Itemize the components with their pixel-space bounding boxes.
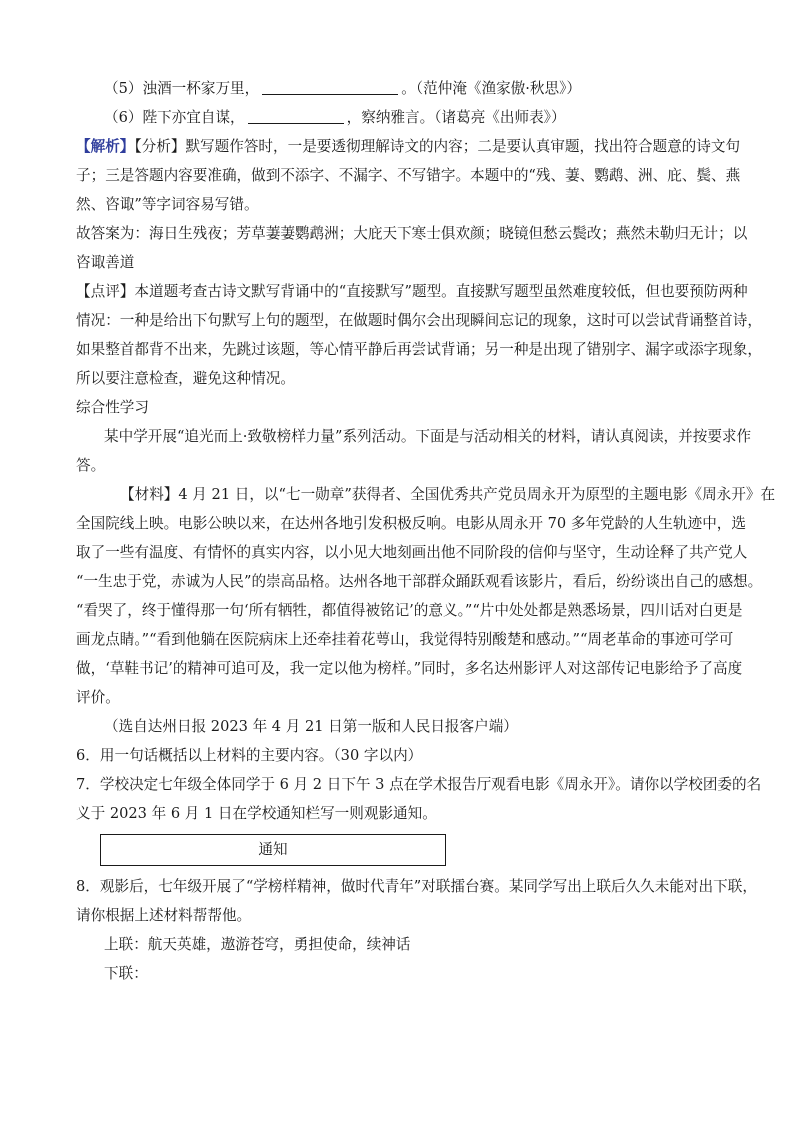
comment-line-1: 【点评】本道题考查古诗文默写背诵中的“直接默写”题型。直接默写题型虽然难度较低，但也要预防两种 (76, 283, 748, 300)
comment-line-2: 情况：一种是给出下句默写上句的题型，在做题时偶尔会出现瞬间忘记的现象，这时可以尝试背诵整首诗， (76, 312, 762, 329)
material-line-7: 做，‘草鞋书记’的精神可追可及，我一定以他为榜样。”同时，多名达州影评人对这部传记电影给予了高度 (76, 660, 743, 677)
document-page (76, 74, 778, 988)
material-line-5: “看哭了，终于懂得那一句‘所有牺牲，都值得被铭记’的意义。”“片中处处都是熟悉场景，四川话对白更是 (76, 602, 743, 619)
section-intro-1: 某中学开展“追光而上·致敬榜样力量”系列活动。下面是与活动相关的材料，请认真阅读，并按要求作 (104, 428, 752, 445)
answer-line-1: 故答案为：海日生残夜；芳草萋萋鹦鹉洲；大庇天下寒士俱欢颜；晓镜但愁云鬓改；燕然未勒归无计；以 (76, 225, 748, 242)
q6-text-before: 陛下亦宜自谋， (142, 109, 245, 126)
q5-text-after: 。（范仲淹《渔家傲·秋思》） (401, 80, 582, 97)
section-intro-2: 答。 (76, 457, 106, 474)
material-line-8: 评价。 (76, 689, 120, 706)
poem-question-6 (76, 103, 778, 132)
q6-text-after: ，察纳雅言。（诸葛亮《出师表》） (346, 109, 566, 126)
analysis-line-2: 子；三是答题内容要准确，做到不添字、不漏字、不写错字。本题中的“残、萋、鹦鹉、洲、庇、鬓、燕 (76, 167, 741, 184)
q5-number: （5） (104, 80, 143, 97)
material-source: （选自达州日报 2023 年 4 月 21 日第一版和人民日报客户端） (104, 718, 518, 735)
notice-box-label: 通知 (258, 841, 288, 858)
analysis-line-3: 然、咨诹”等字词容易写错。 (76, 196, 259, 213)
couplet-upper: 上联：航天英雄，遨游苍穹，勇担使命，续神话 (104, 936, 411, 953)
material-line-1: 【材料】4 月 21 日，以“七一勋章”获得者、全国优秀共产党员周永开为原型的主题电影《周永开》在 (120, 486, 776, 503)
question-7-line-2: 义于 2023 年 6 月 1 日在学校通知栏写一则观影通知。 (76, 805, 437, 822)
material-line-2: 全国院线上映。电影公映以来，在达州各地引发积极反响。电影从周永开 70 多年党龄的人生轨迹中，选 (76, 515, 746, 532)
notice-answer-box[interactable] (100, 834, 446, 866)
question-8-line-1: 8．观影后，七年级开展了“学榜样精神，做时代青年”对联擂台赛。某同学写出上联后久久未能对出下联， (76, 878, 757, 895)
section-title: 综合性学习 (76, 399, 149, 416)
comment-line-3: 如果整首都背不出来，先跳过该题，等心情平静后再尝试背诵；另一种是出现了错别字、漏字或添字现象， (76, 341, 762, 358)
analysis-line-1 (76, 132, 778, 161)
couplet-lower[interactable]: 下联： (104, 965, 148, 982)
question-7-line-1: 7．学校决定七年级全体同学于 6 月 2 日下午 3 点在学术报告厅观看电影《周永开》。请你以学校团委的名 (76, 776, 762, 793)
question-8-line-2: 请你根据上述材料帮帮他。 (76, 907, 252, 924)
analysis-text-1: 【分析】默写题作答时，一是要透彻理解诗文的内容；二是要认真审题，找出符合题意的诗文句 (134, 138, 741, 155)
material-line-3: 取了一些有温度、有情怀的真实内容，以小见大地刻画出他不同阶段的信仰与坚守，生动诠释了共产党人 (76, 544, 748, 561)
analysis-tag: 【解析】 (76, 138, 135, 155)
answer-line-2: 咨诹善道 (76, 254, 135, 271)
question-6: 6．用一句话概括以上材料的主要内容。（30 字以内） (76, 747, 423, 764)
material-line-4: “一生忠于党，赤诚为人民”的崇高品格。达州各地干部群众踊跃观看该影片，看后，纷纷谈出自己的感想。 (76, 573, 763, 590)
comment-line-4: 所以要注意检查，避免这种情况。 (76, 370, 295, 387)
q6-answer-blank[interactable] (248, 107, 344, 124)
q5-text-before: 浊酒一杯家万里， (142, 80, 260, 97)
material-line-6: 画龙点睛。”“看到他躺在医院病床上还牵挂着花萼山，我觉得特别酸楚和感动。”“周老革命的事迹可学可 (76, 631, 734, 648)
q6-number: （6） (104, 109, 143, 126)
poem-question-5 (76, 74, 778, 103)
q5-answer-blank[interactable] (262, 78, 398, 95)
